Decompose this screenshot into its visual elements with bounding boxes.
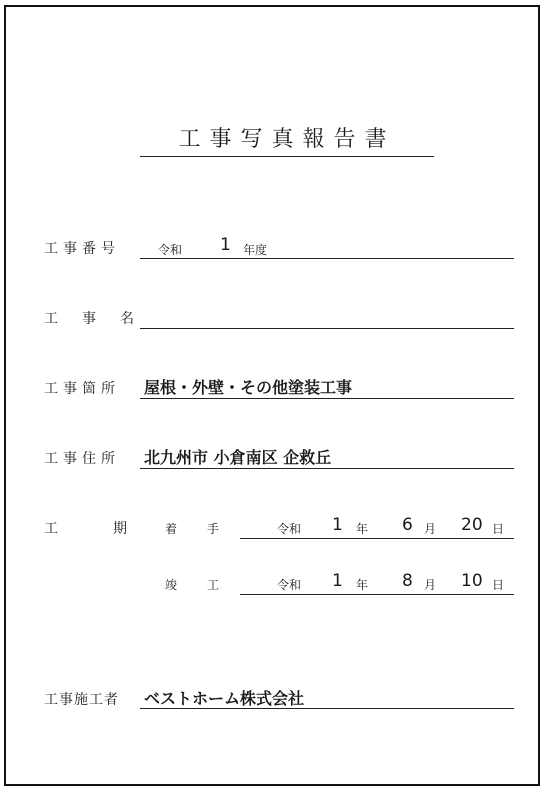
- contractor-underline: [140, 708, 514, 709]
- period-label-b: 期: [113, 521, 132, 537]
- end-month-unit: 月: [424, 578, 437, 592]
- end-year-unit: 年: [356, 578, 369, 592]
- start-year: 1: [332, 515, 343, 535]
- end-day: 10: [461, 571, 483, 591]
- end-day-unit: 日: [492, 578, 505, 592]
- start-label: 着 手: [165, 522, 222, 536]
- construction-number-underline: [140, 258, 514, 259]
- construction-name-underline: [140, 328, 514, 329]
- start-month-unit: 月: [424, 522, 437, 536]
- construction-location-underline: [140, 398, 514, 399]
- construction-address-label: 工事住所: [44, 451, 120, 467]
- start-day: 20: [461, 515, 483, 535]
- start-era: 令和: [277, 522, 302, 536]
- end-underline: [240, 594, 514, 595]
- title-underline: [140, 156, 434, 157]
- end-month: 8: [402, 571, 413, 591]
- start-month: 6: [402, 515, 413, 535]
- start-underline: [240, 538, 514, 539]
- construction-name-label: 工 事 名: [44, 311, 139, 327]
- document-title: 工事写真報告書: [178, 127, 396, 152]
- end-label: 竣 工: [165, 578, 222, 592]
- end-year: 1: [332, 571, 343, 591]
- end-era: 令和: [277, 578, 302, 592]
- contractor-value: ベストホーム株式会社: [144, 689, 305, 708]
- construction-address-value: 北九州市 小倉南区 企救丘: [144, 448, 332, 467]
- start-day-unit: 日: [492, 522, 505, 536]
- construction-number-suffix: 年度: [243, 243, 268, 257]
- construction-address-underline: [140, 468, 514, 469]
- construction-number-era: 令和: [158, 243, 183, 257]
- construction-number-year: 1: [220, 235, 231, 255]
- period-label-a: 工: [44, 521, 63, 537]
- construction-location-label: 工事箇所: [44, 381, 120, 397]
- start-year-unit: 年: [356, 522, 369, 536]
- contractor-label: 工事施工者: [44, 692, 119, 708]
- construction-number-label: 工事番号: [44, 241, 120, 257]
- construction-location-value: 屋根・外壁・その他塗装工事: [144, 378, 353, 397]
